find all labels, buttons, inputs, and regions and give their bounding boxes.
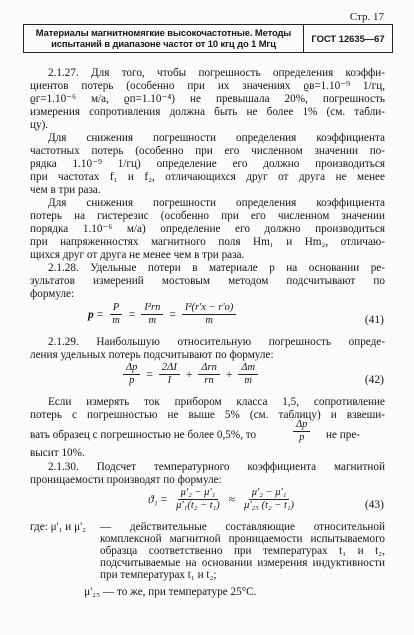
- standard-number: ГОСТ 12635—67: [311, 33, 385, 44]
- text-line: Для снижения погрешности определения коэффициента: [48, 132, 385, 144]
- formula-41-frac-3: $\frac{\text{I²(r'x − r'o)}}{m}$: [182, 302, 237, 327]
- text-line: 2.1.27. Для того, чтобы погрешность определения коэффи-: [48, 67, 385, 79]
- header-table: [23, 24, 393, 53]
- equation-number-41: (41): [364, 314, 384, 326]
- text-line: Если измерять ток прибором класса 1,5, сопротивление: [48, 396, 385, 408]
- text-line: порядка 1.10⁻⁶ м/а) определение его должно производиться: [30, 223, 385, 235]
- glossary-definition: — то же, при температуре 25°C.: [103, 586, 257, 598]
- text-line: вать образец с погрешностью не более 0,5%, то: [30, 429, 257, 441]
- text-line: Для снижения погрешности определения коэффициента: [48, 197, 385, 209]
- formula-43: ϑ₁ = $\frac{\text{μ'₂ − μ'₁}}{\text{μ'₁(t₂ − t₁)}}$ ≈ $\frac{\text{μ'₂ − μ'₁}}{\text{μ'₂₅ (t₂ − t₁)}}$: [148, 487, 300, 512]
- text-line: частотных потерь (особенно при его численном значении по-: [30, 145, 385, 157]
- glossary-term: где: μ'₁ и μ'₂: [30, 521, 87, 533]
- text-line: высит 10%.: [30, 447, 85, 459]
- text-line: циентов потерь (особенно при их значениях ϱв=1.10⁻⁹ 1/гц,: [30, 80, 385, 92]
- text-line: потерь с погрешностью не выше 5% (см. таблицу) и взвеши-: [30, 409, 385, 421]
- glossary-item: [30, 586, 385, 598]
- equation-number-42: (42): [364, 374, 384, 386]
- text-line: измерения сопротивления должна быть не более 1% (см. табли-: [30, 106, 385, 118]
- text-line: потерь на гистерезис (особенно при его численном значении: [30, 210, 385, 222]
- formula-42-frac-3: $\frac{\text{Δrп}}{rп}$: [198, 362, 220, 387]
- text-line: 2.1.30. Подсчет температурного коэффициента магнитной: [48, 461, 385, 473]
- text-line: 2.1.29. Наибольшую относительную погрешность опреде-: [48, 336, 385, 348]
- glossary-term: μ'₂₅: [84, 586, 100, 598]
- glossary-item: [30, 521, 385, 581]
- text-line: при частотах f₁ и f₂, отличающихся друг от друга не менее: [30, 171, 385, 183]
- formula-42-frac-2: $\frac{2\Delta I}{I}$: [159, 362, 180, 387]
- inline-fraction: $\frac{\Delta p}{p}$: [290, 419, 313, 444]
- page-number: Стр. 17: [349, 11, 384, 23]
- text-line: цу).: [30, 119, 49, 131]
- glossary-definition: — действительные составляющие относительной комплексной магнитной проницаемости испытываемого образца соответственно при температурах t₁ и t₂, подсчитываемые на основании измерения индуктивности при температурах t₁ и t₂;: [100, 521, 385, 581]
- text-line: чем в три раза.: [30, 184, 101, 196]
- equation-number-43: (43): [364, 499, 384, 511]
- formula-42: $\frac{\Delta p}{p}$ = $\frac{2\Delta I}{I}$ + $\frac{\text{Δrп}}{rп}$ + $\frac{\Delta m}{m}$: [120, 362, 261, 387]
- text-line: не пре-: [326, 429, 361, 441]
- glossary: [30, 521, 385, 598]
- text-line: ϱг=1.10⁻⁶ м/а, ϱп=1.10⁻⁴) не превышала 20%, погрешность: [30, 93, 385, 105]
- formula-43-frac-2: $\frac{\text{μ'₂ − μ'₁}}{\text{μ'₂₅ (t₂ − t₁)}}$: [244, 487, 295, 511]
- text-line: рядка 1.10⁻⁹ 1/гц) определение его должно производиться: [30, 158, 385, 170]
- header-title-line-2: испытаний в диапазоне частот от 10 кгц до 1 Мгц: [51, 38, 276, 49]
- text-line: формуле:: [30, 288, 75, 300]
- formula-42-frac-1: $\frac{\Delta p}{p}$: [123, 362, 140, 387]
- text-line: 2.1.28. Удельные потери в материале p на основании ре-: [48, 262, 385, 274]
- formula-42-frac-4: $\frac{\Delta m}{m}$: [238, 362, 258, 387]
- formula-41: p = $\frac{P}{m}$ = $\frac{\text{I²rп}}{m}$ = $\frac{\text{I²(r'x − r'o)}}{m}$: [88, 302, 239, 327]
- formula-41-frac-1: $\frac{P}{m}$: [109, 302, 123, 327]
- text-line: щихся друг от друга не менее чем в три раза.: [30, 249, 245, 261]
- text-line: при напряженностях магнитного поля Hm₁ и Hm₂, отличаю-: [30, 236, 385, 248]
- formula-41-frac-2: $\frac{\text{I²rп}}{m}$: [141, 302, 163, 327]
- formula-41-lhs: p: [88, 308, 94, 321]
- text-line: проницаемости производят по формуле:: [30, 474, 222, 486]
- formula-43-frac-1: $\frac{\text{μ'₂ − μ'₁}}{\text{μ'₁(t₂ − t₁)}}$: [176, 487, 220, 511]
- header-title-line-1: Материалы магнитномягкие высокочастотные. Методы: [35, 27, 292, 38]
- text-line: ления удельных потерь подсчитывают по формуле:: [30, 349, 274, 361]
- formula-43-lhs: ϑ₁: [148, 493, 158, 506]
- text-line: зультатов измерений мостовым методом подсчитывают по: [30, 275, 385, 287]
- header-title: [24, 25, 304, 52]
